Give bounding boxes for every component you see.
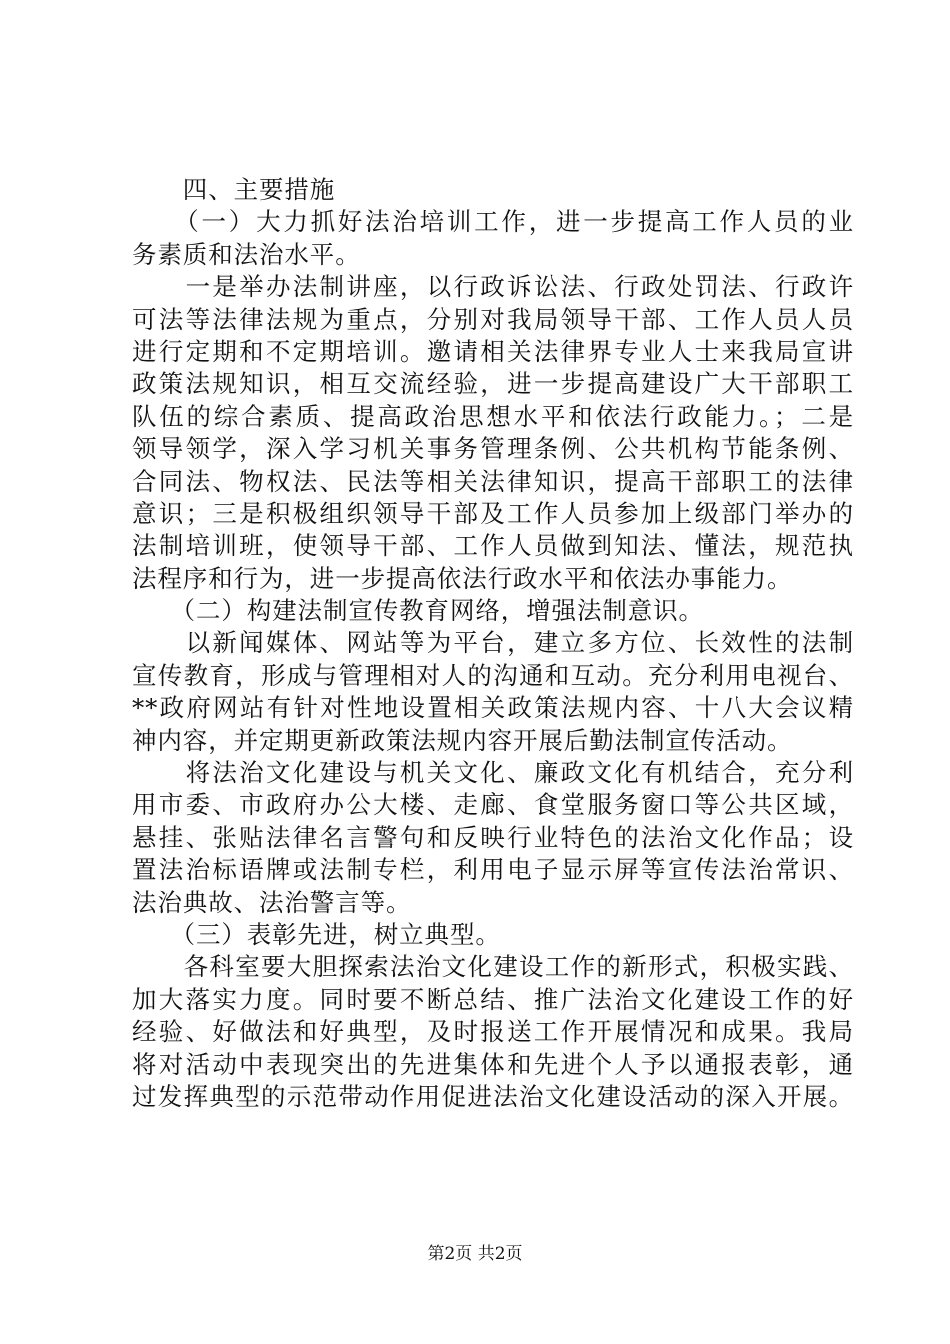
text-line: 神内容，并定期更新政策法规内容开展后勤法制宣传活动。 (132, 725, 793, 755)
text-line: 务素质和法治水平。 (132, 239, 361, 269)
page-number: 第2页 共2页 (427, 1244, 523, 1264)
document-body (132, 174, 854, 1113)
text-line: 法治典故、法治警言等。 (132, 887, 412, 917)
text-line: 意识；三是积极组织领导干部及工作人员参加上级部门举办的 (132, 498, 854, 528)
text-line: 进行定期和不定期培训。邀请相关法律界专业人士来我局宣讲 (132, 336, 854, 366)
subsection-heading: （二）构建法制宣传教育网络，增强法制意识。 (132, 596, 704, 626)
text-line: 可法等法律法规为重点，分别对我局领导干部、工作人员人员 (132, 304, 854, 334)
text-line: 法程序和行为，进一步提高依法行政水平和依法办事能力。 (132, 563, 793, 593)
subsection-heading: （三）表彰先进，树立典型。 (132, 919, 501, 949)
text-line: 合同法、物权法、民法等相关法律知识，提高干部职工的法律 (132, 466, 854, 496)
text-line: 过发挥典型的示范带动作用促进法治文化建设活动的深入开展。 (132, 1081, 854, 1111)
text-line: 悬挂、张贴法律名言警句和反映行业特色的法治文化作品；设 (132, 822, 854, 852)
text-line: 加大落实力度。同时要不断总结、推广法治文化建设工作的好 (132, 984, 854, 1014)
text-line: 宣传教育，形成与管理相对人的沟通和互动。充分利用电视台、 (132, 660, 854, 690)
text-line: 队伍的综合素质、提高政治思想水平和依法行政能力。；二是 (132, 401, 854, 431)
text-line: 各科室要大胆探索法治文化建设工作的新形式，积极实践、 (132, 952, 854, 982)
text-line: 将对活动中表现突出的先进集体和先进个人予以通报表彰，通 (132, 1049, 854, 1079)
text-line: 以新闻媒体、网站等为平台，建立多方位、长效性的法制 (132, 628, 854, 658)
text-line: 领导领学，深入学习机关事务管理条例、公共机构节能条例、 (132, 434, 854, 464)
subsection-heading: （一）大力抓好法治培训工作，进一步提高工作人员的业 (132, 207, 854, 237)
text-line: 用市委、市政府办公大楼、走廊、食堂服务窗口等公共区域， (132, 790, 854, 820)
text-line: 置法治标语牌或法制专栏，利用电子显示屏等宣传法治常识、 (132, 855, 854, 885)
text-line: 经验、好做法和好典型，及时报送工作开展情况和成果。我局 (132, 1017, 854, 1047)
text-line: 法制培训班，使领导干部、工作人员做到知法、懂法，规范执 (132, 531, 854, 561)
text-line: **政府网站有针对性地设置相关政策法规内容、十八大会议精 (132, 693, 854, 723)
section-heading: 四、主要措施 (132, 175, 336, 204)
text-line: 将法治文化建设与机关文化、廉政文化有机结合，充分利 (132, 758, 854, 788)
text-line: 政策法规知识，相互交流经验，进一步提高建设广大干部职工 (132, 369, 854, 399)
text-line: 一是举办法制讲座，以行政诉讼法、行政处罚法、行政许 (132, 272, 854, 302)
